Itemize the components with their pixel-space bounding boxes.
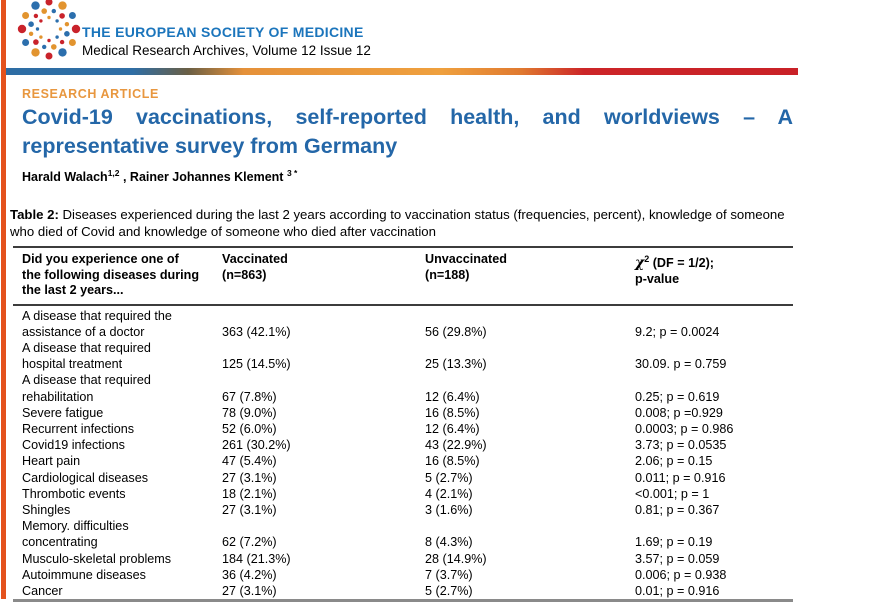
table-row bbox=[13, 340, 793, 372]
chi-cell: 0.011; p = 0.916 bbox=[635, 470, 726, 485]
vaccinated-cell: 47 (5.4%) bbox=[222, 454, 277, 469]
table-row bbox=[13, 583, 793, 601]
table-row bbox=[13, 502, 793, 518]
unvaccinated-cell: 3 (1.6%) bbox=[425, 502, 473, 517]
unvaccinated-cell: 5 (2.7%) bbox=[425, 470, 473, 485]
vaccinated-cell: 184 (21.3%) bbox=[222, 551, 291, 566]
table-header-row bbox=[13, 247, 793, 305]
chi-cell: 30.09. p = 0.759 bbox=[635, 357, 727, 372]
table-caption-text: Diseases experienced during the last 2 years according to vaccination status (frequencies, percent), knowledge of someone who died of Covid and knowledge of someone who died after vaccination bbox=[10, 207, 785, 239]
author-1-affiliations: 1,2 bbox=[107, 168, 120, 178]
table-row bbox=[13, 421, 793, 437]
table-row bbox=[13, 486, 793, 502]
table-row bbox=[13, 372, 793, 404]
table-row bbox=[13, 453, 793, 469]
unvaccinated-cell: 25 (13.3%) bbox=[425, 357, 487, 372]
vaccinated-cell: 27 (3.1%) bbox=[222, 502, 277, 517]
table-row bbox=[13, 305, 793, 340]
unvaccinated-cell: 16 (8.5%) bbox=[425, 405, 480, 420]
chi-cell: 0.0003; p = 0.986 bbox=[635, 421, 734, 436]
table-body bbox=[13, 305, 793, 601]
chi-square-header-cell: $\chi^2$ (DF = 1/2); p-value bbox=[635, 247, 793, 305]
disease-cell: Shingles bbox=[22, 502, 71, 517]
table-row bbox=[13, 405, 793, 421]
unvaccinated-cell: 12 (6.4%) bbox=[425, 389, 480, 404]
table-caption-label: Table 2: bbox=[10, 207, 59, 222]
disease-cell: Autoimmune diseases bbox=[22, 567, 146, 582]
chi-cell: 1.69; p = 0.19 bbox=[635, 535, 713, 550]
chi-symbol: χ bbox=[635, 255, 645, 272]
question-header-cell: Did you experience one of the following diseases during the last 2 years... bbox=[13, 247, 222, 305]
vaccinated-cell: 125 (14.5%) bbox=[222, 357, 291, 372]
chi-cell: 2.06; p = 0.15 bbox=[635, 454, 713, 469]
chi-cell: 0.006; p = 0.938 bbox=[635, 567, 727, 582]
chi-cell: 9.2; p = 0.0024 bbox=[635, 324, 720, 339]
unvaccinated-cell: 43 (22.9%) bbox=[425, 438, 487, 453]
chi-cell: 0.008; p =0.929 bbox=[635, 405, 723, 420]
table-caption bbox=[10, 206, 802, 240]
author-line bbox=[22, 168, 297, 184]
vaccinated-cell: 363 (42.1%) bbox=[222, 324, 291, 339]
unvaccinated-cell: 28 (14.9%) bbox=[425, 551, 487, 566]
chi-cell: 0.01; p = 0.916 bbox=[635, 583, 720, 598]
disease-cell: A disease that required hospital treatment bbox=[22, 340, 151, 372]
disease-cell: Cardiological diseases bbox=[22, 470, 149, 485]
journal-title-line: Medical Research Archives, Volume 12 Issue 12 bbox=[82, 43, 371, 58]
disease-cell: Cancer bbox=[22, 583, 63, 598]
esm-logo-icon bbox=[10, 0, 88, 66]
chi-cell: 3.57; p = 0.059 bbox=[635, 551, 720, 566]
chi-cell: 0.25; p = 0.619 bbox=[635, 389, 720, 404]
unvaccinated-cell: 16 (8.5%) bbox=[425, 454, 480, 469]
disease-cell: A disease that required rehabilitation bbox=[22, 373, 151, 404]
vaccinated-cell: 36 (4.2%) bbox=[222, 567, 277, 582]
chi-cell: 3.73; p = 0.0535 bbox=[635, 438, 727, 453]
article-title-line-2: representative survey from Germany bbox=[22, 134, 398, 158]
unvaccinated-cell: 7 (3.7%) bbox=[425, 567, 473, 582]
author-2: , Rainer Johannes Klement bbox=[119, 170, 287, 185]
disease-cell: Thrombotic events bbox=[22, 486, 126, 501]
author-1: Harald Walach bbox=[22, 170, 108, 185]
unvaccinated-cell: 5 (2.7%) bbox=[425, 583, 473, 598]
vaccinated-cell: 52 (6.0%) bbox=[222, 421, 277, 436]
left-accent-bar bbox=[1, 0, 6, 599]
society-name: THE EUROPEAN SOCIETY OF MEDICINE bbox=[82, 24, 364, 40]
disease-cell: Covid19 infections bbox=[22, 438, 125, 453]
table-row bbox=[13, 518, 793, 550]
vaccinated-cell: 27 (3.1%) bbox=[222, 470, 277, 485]
disease-cell: Severe fatigue bbox=[22, 405, 104, 420]
vaccinated-cell: 67 (7.8%) bbox=[222, 389, 277, 404]
vaccinated-cell: 27 (3.1%) bbox=[222, 583, 277, 598]
table-row bbox=[13, 437, 793, 453]
results-table bbox=[13, 246, 793, 602]
unvaccinated-cell: 8 (4.3%) bbox=[425, 535, 473, 550]
vaccinated-cell: 78 (9.0%) bbox=[222, 405, 277, 420]
table-row bbox=[13, 567, 793, 583]
vaccinated-cell: 62 (7.2%) bbox=[222, 535, 277, 550]
disease-cell: Recurrent infections bbox=[22, 421, 134, 436]
vaccinated-header-cell: Vaccinated (n=863) bbox=[222, 247, 425, 305]
table-row bbox=[13, 470, 793, 486]
author-2-affiliations: 3 * bbox=[286, 168, 298, 178]
article-type-label: RESEARCH ARTICLE bbox=[22, 87, 159, 101]
article-title bbox=[22, 103, 793, 161]
chi-cell: 0.81; p = 0.367 bbox=[635, 502, 720, 517]
disease-cell: Heart pain bbox=[22, 454, 81, 469]
unvaccinated-cell: 4 (2.1%) bbox=[425, 486, 473, 501]
disease-cell: Memory. difficulties concentrating bbox=[22, 519, 129, 550]
table-row bbox=[13, 551, 793, 567]
disease-cell: A disease that required the assistance of a doctor bbox=[22, 308, 172, 339]
gradient-rule bbox=[6, 68, 798, 75]
unvaccinated-cell: 12 (6.4%) bbox=[425, 421, 480, 436]
article-title-line-1: Covid-19 vaccinations, self-reported health, and worldviews – A bbox=[22, 105, 793, 129]
chi-cell: <0.001; p = 1 bbox=[635, 486, 710, 501]
unvaccinated-cell: 56 (29.8%) bbox=[425, 324, 487, 339]
vaccinated-cell: 18 (2.1%) bbox=[222, 486, 277, 501]
disease-cell: Musculo-skeletal problems bbox=[22, 551, 172, 566]
unvaccinated-header-cell: Unvaccinated (n=188) bbox=[425, 247, 635, 305]
vaccinated-cell: 261 (30.2%) bbox=[222, 438, 291, 453]
